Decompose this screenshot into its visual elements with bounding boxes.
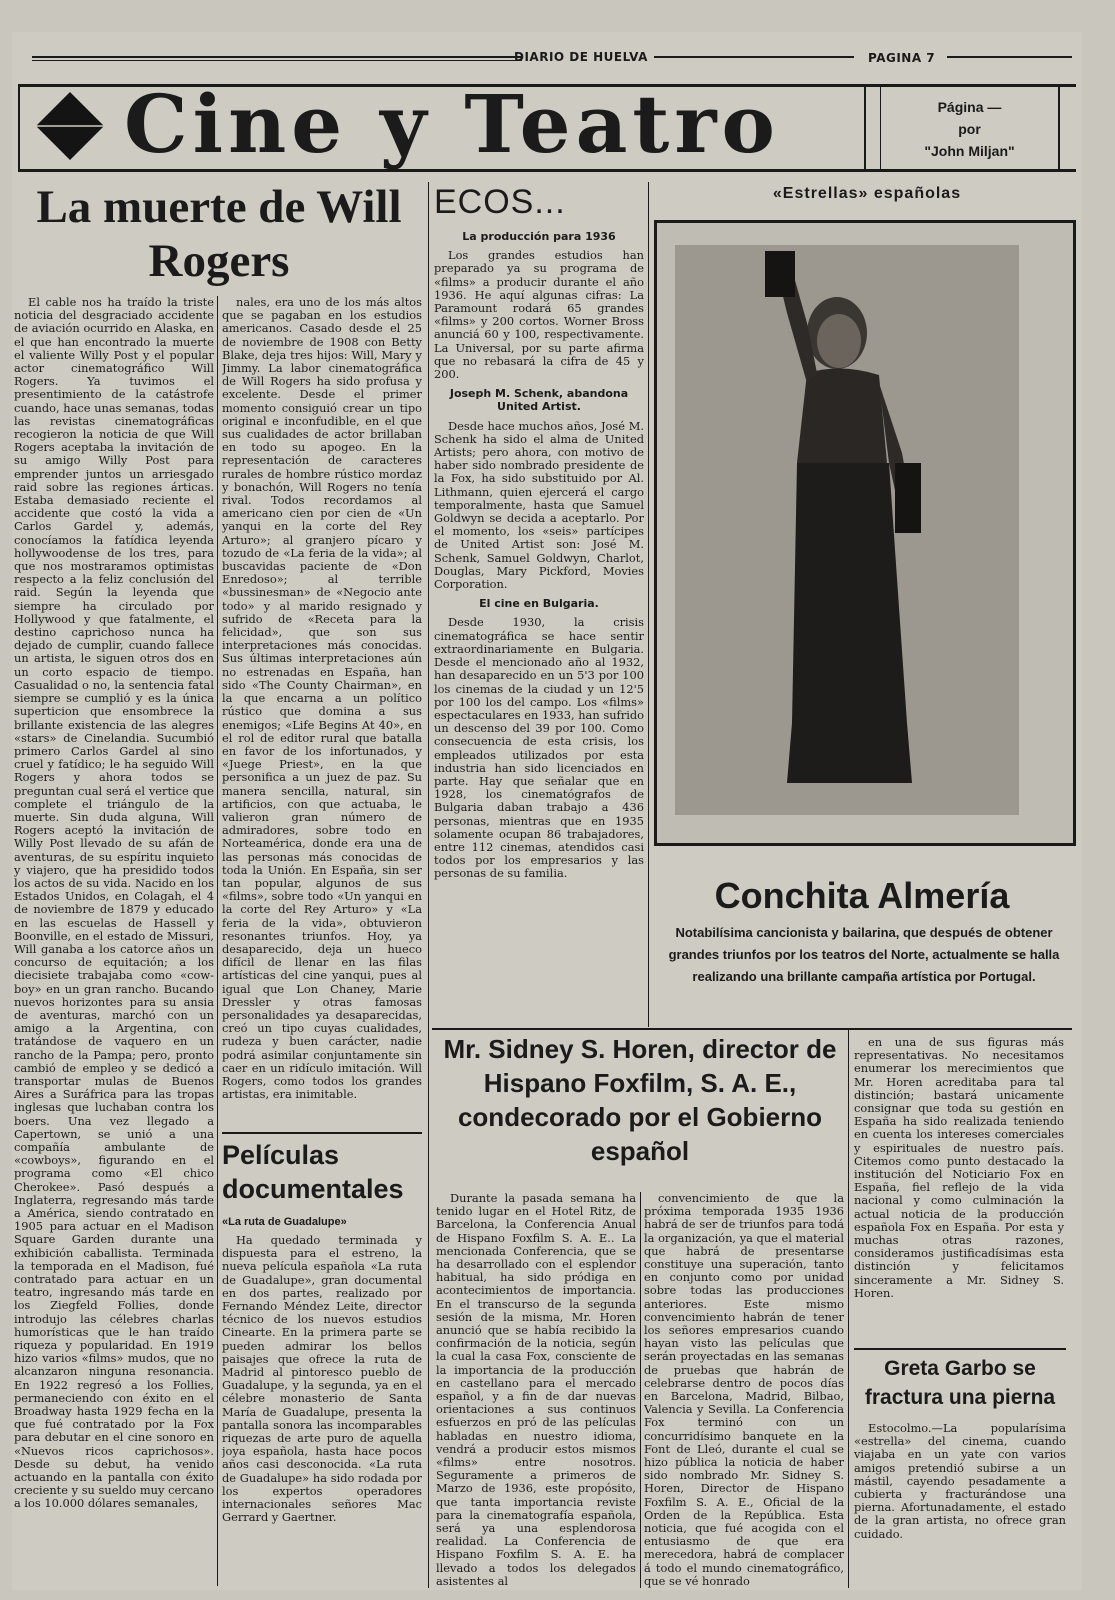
garbo-text: Estocolmo.—La popularísima «estrella» del cinema, cuando viajaba en un yate con varios amigos pretendió subirse a un mástil, cayendo pesadamente a cubierta y fracturándose una pierna. Afortunadamente, el estado de la gran artista, no ofrece gran cuidado. (854, 1422, 1066, 1541)
byline-line-3: "John Miljan" (924, 143, 1015, 159)
byline-line-2: por (958, 121, 981, 137)
horen-text-3: en una de sus figuras más representativas. No necesitamos enumerar los merecimientos que Mr. Horen acreditaba para tal distinción; bastará unicamente consignar que toda su gestión en España ha sido realizada teniendo en cuenta los intereses comerciales y espirituales de nuestro país. Citemos como punto destacado la institución del Noticiario Fox en España, fiel reflejo de la vida nacional y como culminación la actual noticia de la producción española Fox en España. Por esta y muchas otras razones, consideramos justificadísimas esta distinción y felicitamos sinceramente a Mr. Sidney S. Horen. (854, 1036, 1064, 1300)
rogers-text-1: El cable nos ha traído la triste noticia del desgraciado accidente de aviación ocurrido en Alaska, en el que han encontrado la muerte el valiente Willy Post y el popular actor cinematográfico Will Rogers. Ya tuvimos el presentimiento de la catástrofe cuando, hace unas semanas, todas las revistas cinematográficas recogieron la noticia de que Will Rogers aceptaba la invitación de su amigo Willy Post para emprender juntos un arriesgado raid sobre las regiones árticas. Estaba demasiado reciente el accidente que costó la vida a Carlos Gardel y, además, conocíamos la fatídica leyenda hollywoodense de los tres, para que nos mostraramos optimistas respecto a la feliz conclusión del raid. Según la leyenda que siempre ha circulado por Hollywood y que fatalmente, el destino caprichoso nunca ha dejado de cumplir, cuando fallece un artista, le siguen otros dos en un corto espacio de tiempo. Casualidad o no, la sentencia fatal siempre se cumplió y es la única superticion que ensombrece la brillante existencia de las alegres «stars» de Cinelandia. Sucumbió primero Carlos Gardel al sino cruel y fatídico; le ha seguido Will Rogers y ahora todos se preguntan cual será el vertice que complete el triángulo de la muerte. Sin duda alguna, Will Rogers aceptó la invitación de Willy Post llevado de su afán de aventuras, de su espíritu inquieto y viajero, que ha presidido todos los actos de su vida. Nacido en los Estados Unidos, en Colagah, el 4 de noviembre de 1879 y educado en las escuelas de Hassell y Boonville, en el estado de Missuri, Will ganaba a los catorce años un concurso de equitación; a los diecisiete trabajaba como «cow-boy» en un gran rancho. Bucando nuevos horizontes para su ansia de aventuras, marchó con un amigo a la Argentina, con tratándose de vaquero en un rancho de la Pampa; pero, pronto cambió de empleo y se dedicó a transportar mulas de Buenos Aires a Suráfrica para las tropas inglesas que luchaban contra los boers. Una vez llegado a Capertown, se unió a una compañía ambulante de «cowboys», figurando en el programa como «El chico Cherokee». Pasó después a Inglaterra, regresando más tarde a América, siendo contratado en 1905 para actuar en el Madison Square Garden durante una exhibición caballista. Terminada la temporada en el Madison, fué contratado para actuar en un teatro, ingresando más tarde en los Ziegfeld Follies, donde introdujo las célebres charlas humorísticas que le han traído riqueza y popularidad. En 1919 hizo varios «films» mudos, que no alcanzaron ninguna resonancia. En 1922 regresó a los Follies, permaneciendo con éxito en el Broadway hasta 1929 fecha en la que fué contratado por la Fox para debutar en el cine sonoro en «Nuevos ricos caprichosos». Desde su debut, ha venido actuando en la pantalla con éxito creciente y su sueldo muy cercano a los 10.000 dólares semanales, (14, 296, 214, 1511)
rogers-text-2: nales, era uno de los más altos que se pagaban en los estudios americanos. Casado desde el 25 de noviembre de 1908 con Betty Blake, deja tres hijos: Will, Mary y Jimmy. La labor cinematográfica de Will Rogers ha sido profusa y excelente. Desde el primer momento consiguió crear un tipo original e inconfudible, en el que sus cualidades de actor brillaban en todo su apogeo. En la representación de caracteres rurales de hombre rústico mordaz y bonachón, Will Rogers no tenía rival. Todos recordamos al americano cien por cien de «Un yanqui en la corte del Rey Arturo»; al granjero pícaro y tozudo de «La feria de la vida»; al buscavidas paciente de «Don Enredoso»; al terrible «bussinesman» de «Negocio ante todo» y al marido resignado y sufrido de «Receta para la felicidad», que son sus interpretaciones más conocidas. Sus últimas interpretaciones aún no estrenadas en España, han sido «The County Chairman», en la que encarna a un político rústico que domina a sus enemigos; «Life Begins At 40», en el rol de editor rural que batalla en favor de los infortunados, y «Juege Priest», en la que personifica a un juez de paz. Su manera sencilla, natural, sin artificios, con que actuaba, le valieron gran número de admiradores, sobre todo en Norteamérica, donde era una de las personas más conocidas de toda la Unión. En España, sin ser tan popular, algunos de sus «films», sobre todo «Un yanqui en la corte del Rey Arturo» y «La feria de la vida», obtuvieron resonantes triunfos. Hoy, ya desaparecido, deja un hueco difícil de llenar en las filas artísticas del cine yanqui, pues al igual que Lon Chaney, Marie Dressler y otras famosas personalidades ya desaparecidas, creó un tipo cuyas cualidades, rudeza y buen carácter, nadie podrá asimilar conjuntamente sin caer en un ridículo imitación. Will Rogers, como todos los grandes artistas, era inimitable. (222, 296, 422, 1102)
column-rule-5 (848, 1030, 849, 1588)
ecos-text-3: Desde 1930, la crisis cinematográfica se hace sentir extraordinariamente en Bulgaria. Desde el mencionado año al 1932, han desaparecido en un 5'3 por 100 los cinemas de la ciudad y un 12'5 por 100 los del campo. Los «films» espectaculares en 1933, han sufrido un descenso del 39 por 100. Como consecuencia de esta crisis, los empleados utilizados por esta industria han sido licenciados en parte. Hay que señalar que en 1928, los cinematógrafos de Bulgaria daban trabajo a 436 personas, mientras que en 1935 solamente ocupan 86 trabajadores, entre 112 cinemas, atendidos casi todos por los empresarios y las personas de su familia. (434, 615, 644, 881)
page-number: PAGINA 7 (868, 51, 936, 65)
paper-name: DIARIO DE HUELVA (514, 50, 648, 64)
ecos-headline: ECOS... (434, 183, 566, 221)
column-rule-1 (217, 296, 218, 1586)
page-byline (887, 96, 1052, 162)
ecos-column (434, 224, 644, 1024)
horen-column-3 (854, 1036, 1064, 1342)
banner-edge-right (1058, 84, 1060, 169)
ecos-text-1: Los grandes estudios han preparado ya su programa de «films» a producir durante el año 1936. He aquí algunas cifras: La Paramount rodará 65 grandes «films» y 200 cortos. Worner Bross anunciá 60 y 100, respectivamente. La Universal, por su parte afirma que no rebasará la cifra de 45 y 200. (434, 248, 644, 382)
star-caption: Notabilísima cancionista y bailarina, que después de obtener grandes triunfos por los teatros del Norte, actualmente se halla realizando una brillante campaña artística por Portugal. (668, 925, 1060, 984)
column-rule-2 (428, 182, 429, 1588)
rogers-headline (14, 180, 424, 288)
documentales-column (222, 1234, 422, 1588)
rogers-headline-line-1: La muerte de Will (36, 181, 402, 233)
star-photo-frame (654, 220, 1076, 846)
rogers-column-1 (14, 296, 214, 1588)
header-rule-left (32, 56, 522, 58)
column-rule-3 (648, 182, 649, 1027)
byline-line-1: Página — (937, 99, 1002, 115)
column-rule-4 (640, 1192, 641, 1588)
header-rule-left-2 (32, 60, 522, 61)
ecos-subheading-1: La producción para 1936 (462, 230, 616, 243)
horen-column-1 (436, 1192, 636, 1588)
ecos-text-2: Desde hace muchos años, José M. Schenk ha sido el alma de United Artists; pero ahora, con motivo de haber sido nombrado presidente de la Fox, ha sido substituido por Al. Lithmann, quien ejercerá el cargo temporalmente, hasta que Samuel Goldwyn se decida a aceptarlo. Por el momento, los «seis» partícipes de United Artist son: José M. Schenk, Samuel Goldwyn, Charlot, Douglas, Mary Pickford, Movies Corporation. (434, 418, 644, 592)
rogers-headline-line-2: Rogers (148, 235, 290, 287)
documentales-subheading: «La ruta de Guadalupe» (222, 1216, 347, 1228)
header-rule-mid (654, 56, 854, 58)
horen-column-2 (644, 1192, 844, 1588)
documentales-text: Ha quedado terminada y dispuesta para el estreno, la nueva película española «La ruta de Guadalupe», gran documental en dos partes, realizado por Fernando Méndez Leite, director técnico de los nuevos estudios Cinearte. En la primera parte se pueden admirar los bellos paisajes que ofrece la ruta de Madrid al pintoresco pueblo de Guadalupe, y la segunda, ya en el célebre monasterio de Santa María de Guadalupe, presenta la pantalla sonora las incomparables riquezas de arte puro de aquella joya española, hasta hace pocos años casi desconocida. «La ruta de Guadalupe» ha sido rodada por los expertos operadores internacionales señores Mac Gerrard y Gaertner. (222, 1234, 422, 1525)
documentales-top-rule (222, 1132, 422, 1134)
banner-edge-left (18, 84, 20, 169)
star-name: Conchita Almería (714, 875, 1010, 916)
garbo-headline: Greta Garbo se fractura una pierna (864, 1357, 1056, 1409)
estrellas-heading: «Estrellas» españolas (772, 185, 962, 202)
ecos-subheading-3: El cine en Bulgaria. (479, 597, 599, 611)
garbo-top-rule (854, 1348, 1066, 1350)
header-rule-right (947, 56, 1072, 58)
banner-divider-2 (880, 84, 881, 169)
dancer-photo (657, 223, 1073, 843)
section-divider (432, 1028, 1072, 1030)
banner-divider (864, 84, 866, 169)
diamond-ornament-icon (34, 90, 106, 162)
documentales-headline: Películas documentales (222, 1140, 404, 1204)
horen-text-1: Durante la pasada semana ha tenido lugar en el Hotel Ritz, de Barcelona, la Conferencia Anual de Hispano Foxfilm S. A. E.. La mencionada Conferencia, que se ha desarrollado con el esplendor habitual, ha sido pródiga en acontecimientos de importancia. En el transcurso de la segunda sesión de la misma, Mr. Horen anunció que se había recibido la confirmación de la noticia, según la cual la casa Fox, consciente de la importancia de la producción en castellano para el mercado español, y a fin de dar nuevas orientaciones a sus continuos esfuerzos en pró de las películas habladas en nuestro idioma, vendrá a producir estos mismos «films» entre nosotros. Seguramente a primeros de Marzo de 1936, este propósito, que tanta importancia reviste para la cinematografía española, será ya una esplendorosa realidad. La Conferencia de Hispano Foxfilm S. A. E. ha llevado a todos los delegados asistentes al (436, 1192, 636, 1588)
section-title: Cine y Teatro (124, 77, 780, 171)
rogers-column-2 (222, 296, 422, 1126)
newspaper-page (12, 32, 1082, 1590)
garbo-column (854, 1422, 1066, 1588)
horen-text-2: convencimiento de que la próxima temporada 1935 1936 habrá de ser de triunfos para todá la organización, ya que el material que habrá de presentarse constituye una superación, tanto en conjunto como por unidad sobre todas las producciones anteriores. Este mismo convencimiento habrán de tener los señores empresarios cuando hayan visto las películas que serán proyectadas en las semanas de pruebas que habrán de celebrarse dentro de pocos días en Barcelona, Madrid, Bilbao, Valencia y Sevilla. La Conferencia Fox terminó con un concurridísimo banquete en la Font de Lleó, durante el cual se hizo pública la noticia de haber sido nombrado Mr. Sidney S. Horen, Director de Hispano Foxfilm S. A. E., Oficial de la Orden de la República. Esta noticia, que fué acogida con el entusiasmo de que era merecedora, habrá de complacer á todo el mundo cinematográfico, que se vé honrado (644, 1192, 844, 1588)
ecos-subheading-2: Joseph M. Schenk, abandona United Artist. (449, 387, 629, 414)
horen-headline: Mr. Sidney S. Horen, director de Hispano Foxfilm, S. A. E., condecorado por el Gobierno español (443, 1034, 837, 1166)
